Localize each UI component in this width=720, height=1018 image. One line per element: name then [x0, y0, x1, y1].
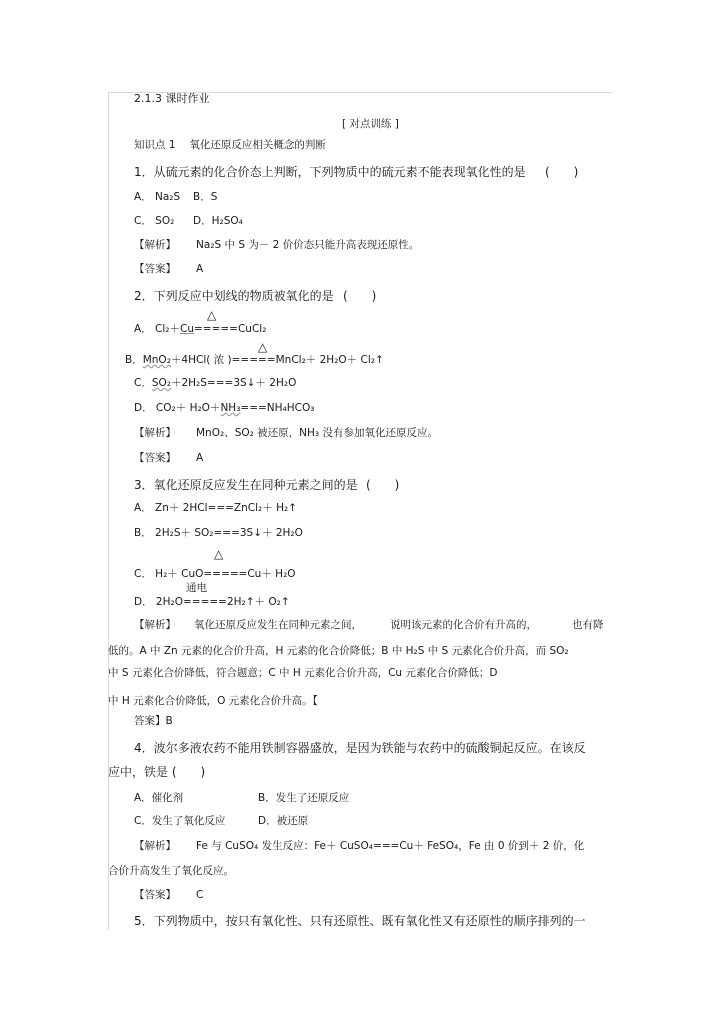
- q4-answer-label: 【答案】: [134, 889, 176, 901]
- q2-option-d: [134, 403, 314, 414]
- q1-option-d: D．H₂SO₄: [193, 215, 243, 227]
- q2-option-d-underlined: NH₃: [220, 402, 241, 414]
- q2-option-a-pre: A． Cl₂＋: [134, 323, 180, 335]
- q1-option-a: A． Na₂S: [134, 191, 181, 203]
- q4-analysis-line1: Fe 与 CuSO₄ 发生反应：Fe＋ CuSO₄===Cu＋ FeSO₄，Fe 由 0 价到＋ 2 价，化: [196, 840, 585, 852]
- q4-stem-line1: 4．波尔多液农药不能用铁制容器盛放，是因为铁能与农药中的硫酸铜起反应。在该反: [134, 741, 586, 755]
- q2-option-d-pre: D． CO₂＋ H₂O＋: [134, 402, 221, 414]
- q3-option-d: D． 2H₂O=====2H₂↑＋ O₂↑: [134, 596, 290, 608]
- q2-option-b-pre: B．: [125, 354, 143, 366]
- q3-answer: 答案】B: [134, 715, 173, 727]
- q4-analysis-label: 【解析】: [134, 840, 176, 852]
- q4-option-d: D．被还原: [258, 815, 309, 827]
- q2-stem: 2．下列反应中划线的物质被氧化的是: [134, 289, 334, 303]
- q3-analysis-line4: 中 H 元素化合价降低，O 元素化合价升高。【: [108, 695, 318, 707]
- q2-option-b-underlined: MnO₂: [142, 354, 171, 366]
- q1-option-c: C． SO₂: [134, 215, 175, 227]
- q1-answer: A: [196, 263, 204, 275]
- q4-option-b: B．发生了还原反应: [258, 792, 350, 804]
- q2-option-a-underlined: Cu: [179, 323, 194, 335]
- q1-stem: 1．从硫元素的化合价态上判断，下列物质中的硫元素不能表现氧化性的是: [134, 165, 526, 179]
- q2-option-c-post: ＋2H₂S===3S↓＋ 2H₂O: [170, 377, 297, 389]
- q2-answer: A: [196, 452, 204, 464]
- q1-paren: ( ): [545, 165, 579, 179]
- q3-option-c: C． H₂＋ CuO=====Cu＋ H₂O: [134, 568, 296, 580]
- heat-triangle-icon: △: [207, 308, 217, 322]
- q2-option-a-post: =====CuCl₂: [193, 323, 267, 335]
- q1-analysis-label: 【解析】: [134, 239, 176, 251]
- q1-option-b: B．S: [193, 191, 218, 203]
- q2-answer-label: 【答案】: [134, 452, 176, 464]
- q2-option-b: [125, 355, 384, 366]
- q3-analysis-line1a: 氧化还原反应发生在同种元素之间，: [194, 619, 362, 631]
- q2-paren: ( ): [343, 289, 377, 303]
- q1-answer-label: 【答案】: [134, 263, 176, 275]
- knowledge-point: 知识点 1 氧化还原反应相关概念的判断: [134, 139, 326, 151]
- q4-option-c: C．发生了氧化反应: [134, 815, 226, 827]
- q3-analysis-label: 【解析】: [134, 619, 176, 631]
- q2-option-c: [134, 378, 296, 389]
- q3-stem: 3．氧化还原反应发生在同种元素之间的是: [134, 478, 358, 492]
- q4-analysis-line2: 合价升高发生了氧化反应。: [108, 865, 234, 877]
- q4-option-a: A．催化剂: [134, 792, 184, 804]
- q2-option-c-underlined: SO₂: [151, 377, 171, 389]
- q5-stem: 5．下列物质中，按只有氧化性、只有还原性、既有氧化性又有还原性的顺序排列的一: [134, 914, 586, 928]
- q3-option-b: B． 2H₂S＋ SO₂===3S↓＋ 2H₂O: [134, 527, 303, 539]
- q2-option-a: [134, 324, 266, 335]
- q2-option-c-pre: C．: [134, 377, 152, 389]
- q3-analysis-line1c: 也有降: [572, 619, 604, 631]
- q1-analysis: Na₂S 中 S 为－ 2 价价态只能升高表现还原性。: [196, 239, 420, 251]
- q2-analysis: MnO₂、SO₂ 被还原，NH₃ 没有参加氧化还原反应。: [196, 427, 438, 439]
- page-title: 2.1.3 课时作业: [134, 92, 210, 105]
- q2-option-b-post: ＋4HCl( 浓 )=====MnCl₂＋ 2H₂O＋ Cl₂↑: [170, 354, 384, 366]
- q3-analysis-line3: 中 S 元素化合价降低，符合题意；C 中 H 元素化合价升高，Cu 元素化合价降低；D: [108, 667, 498, 679]
- heat-triangle-icon: △: [258, 340, 268, 354]
- q2-option-d-post: ===NH₄HCO₃: [240, 402, 315, 414]
- q3-analysis-line2: 低的。A 中 Zn 元素的化合价升高，H 元素的化合价降低；B 中 H₂S 中 S 元素化合价升高，而 SO₂: [108, 645, 569, 657]
- q2-analysis-label: 【解析】: [134, 427, 176, 439]
- q4-stem-line2: 应中，铁是 ( ): [108, 765, 206, 779]
- q3-paren: ( ): [366, 478, 400, 492]
- q4-answer: C: [196, 889, 204, 901]
- left-rule: [108, 92, 109, 930]
- heat-triangle-icon: △: [214, 547, 224, 561]
- section-title: [ 对点训练 ]: [342, 118, 399, 130]
- q3-analysis-line1b: 说明该元素的化合价有升高的，: [390, 619, 537, 631]
- q3-electrolysis-label: 通电: [186, 582, 207, 594]
- q3-option-a: A． Zn＋ 2HCl===ZnCl₂＋ H₂↑: [134, 502, 297, 514]
